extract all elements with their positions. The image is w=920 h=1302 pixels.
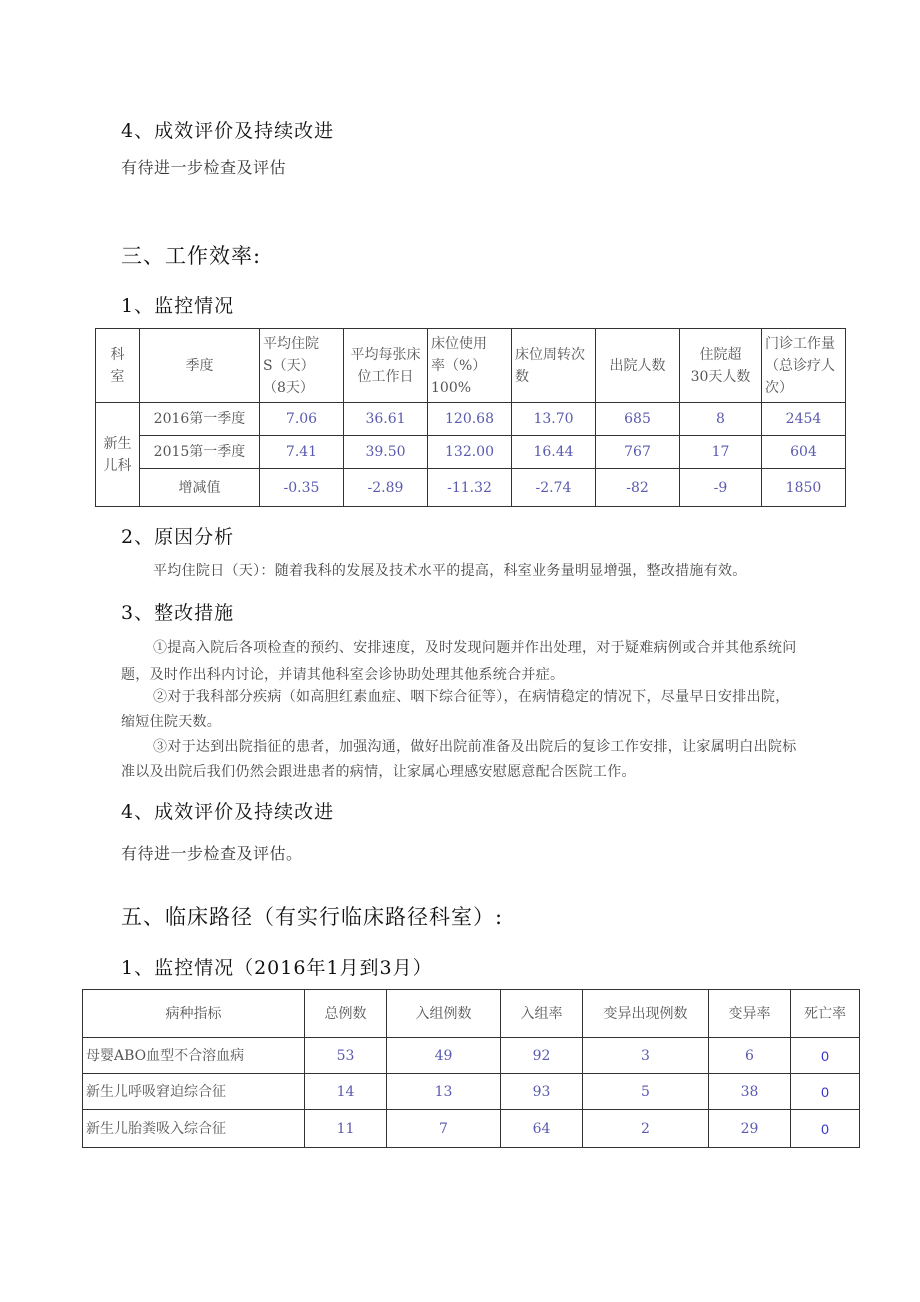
table-cell: -2.89	[344, 469, 428, 507]
table-cell: 39.50	[344, 436, 428, 469]
measure-2-line-2: 缩短住院天数。	[121, 714, 222, 730]
table-cell: 132.00	[428, 436, 512, 469]
header-cell: 平均住院 S（天） （8天）	[260, 329, 344, 403]
clinical-path-table	[82, 989, 860, 1148]
table-header-row	[96, 329, 846, 403]
header-cell: 门诊工作量 （总诊疗人 次）	[762, 329, 846, 403]
dept-cell: 新生 儿科	[96, 403, 140, 507]
header-cell: 病种指标	[83, 990, 305, 1038]
table-row	[83, 1110, 860, 1148]
table-cell: 16.44	[512, 436, 596, 469]
table-cell: 53	[305, 1038, 387, 1074]
table-cell: 8	[680, 403, 762, 436]
header-cell: 床位使用 率（%） 100%	[428, 329, 512, 403]
table-cell: 38	[709, 1074, 791, 1110]
subheading-cause-analysis: 2、原因分析	[121, 526, 235, 548]
table-cell: 增减值	[140, 469, 260, 507]
header-cell: 总例数	[305, 990, 387, 1038]
table-cell: 36.61	[344, 403, 428, 436]
header-cell: 入组率	[501, 990, 583, 1038]
measure-3-line-1: ③对于达到出院指征的患者，加强沟通，做好出院前准备及出院后的复诊工作安排，让家属明白出院标	[153, 739, 797, 755]
measure-1-line-2: 题，及时作出科内讨论，并请其他科室会诊协助处理其他系统合并症。	[121, 667, 565, 683]
table-cell: -9	[680, 469, 762, 507]
header-cell: 变异率	[709, 990, 791, 1038]
table-cell: -82	[596, 469, 680, 507]
evaluation-text-2: 有待进一步检查及评估。	[121, 844, 303, 863]
table-cell: 0	[791, 1074, 860, 1110]
header-cell: 变异出现例数	[583, 990, 709, 1038]
header-cell: 科 室	[96, 329, 140, 403]
efficiency-table	[95, 328, 846, 507]
table-cell: -2.74	[512, 469, 596, 507]
table-cell: 13.70	[512, 403, 596, 436]
table-cell: -11.32	[428, 469, 512, 507]
table-cell: 1850	[762, 469, 846, 507]
table-cell: 92	[501, 1038, 583, 1074]
table-row	[96, 469, 846, 507]
table-cell: 11	[305, 1110, 387, 1148]
table-cell: 2454	[762, 403, 846, 436]
table-cell: 685	[596, 403, 680, 436]
section-heading-evaluation-2: 4、成效评价及持续改进	[121, 801, 335, 823]
table-row	[96, 436, 846, 469]
table-cell: 7	[387, 1110, 501, 1148]
measure-1-line-1: ①提高入院后各项检查的预约、安排速度，及时发现问题并作出处理，对于疑难病例或合并其他系统问	[153, 640, 797, 656]
table-cell: 母婴ABO血型不合溶血病	[83, 1038, 305, 1074]
table-row	[96, 403, 846, 436]
table-cell: 3	[583, 1038, 709, 1074]
cause-text: 平均住院日（天）：随着我科的发展及技术水平的提高，科室业务量明显增强，整改措施有效。	[153, 563, 747, 579]
measure-2-line-1: ②对于我科部分疾病（如高胆红素血症、咽下综合征等），在病情稳定的情况下，尽量早日安排出院，	[153, 689, 790, 705]
table-cell: 2016第一季度	[140, 403, 260, 436]
section-heading-efficiency: 三、工作效率:	[121, 244, 262, 268]
header-cell: 住院超 30天人数	[680, 329, 762, 403]
table-header-row	[83, 990, 860, 1038]
table-row	[83, 1038, 860, 1074]
table-cell: 新生儿胎粪吸入综合征	[83, 1110, 305, 1148]
table-cell: 93	[501, 1074, 583, 1110]
table-cell: -0.35	[260, 469, 344, 507]
section-heading-evaluation: 4、成效评价及持续改进	[121, 120, 335, 142]
header-cell: 平均每张床 位工作日	[344, 329, 428, 403]
table-cell: 0	[791, 1038, 860, 1074]
table-cell: 64	[501, 1110, 583, 1148]
section-heading-clinical-path: 五、临床路径（有实行临床路径科室）:	[121, 905, 504, 929]
table-cell: 120.68	[428, 403, 512, 436]
table-cell: 0	[791, 1110, 860, 1148]
header-cell: 死亡率	[791, 990, 860, 1038]
table-cell: 2	[583, 1110, 709, 1148]
table-cell: 7.06	[260, 403, 344, 436]
table-cell: 767	[596, 436, 680, 469]
table-cell: 17	[680, 436, 762, 469]
subheading-monitoring-2: 1、监控情况（2016年1月到3月）	[121, 957, 433, 979]
header-cell: 床位周转次 数	[512, 329, 596, 403]
table-cell: 2015第一季度	[140, 436, 260, 469]
header-cell: 出院人数	[596, 329, 680, 403]
header-cell: 季度	[140, 329, 260, 403]
table-cell: 6	[709, 1038, 791, 1074]
table-cell: 604	[762, 436, 846, 469]
subheading-monitoring: 1、监控情况	[121, 295, 235, 317]
subheading-measures: 3、整改措施	[121, 602, 235, 624]
table-row	[83, 1074, 860, 1110]
table-cell: 5	[583, 1074, 709, 1110]
table-cell: 29	[709, 1110, 791, 1148]
table-cell: 14	[305, 1074, 387, 1110]
table-cell: 49	[387, 1038, 501, 1074]
table-cell: 7.41	[260, 436, 344, 469]
header-cell: 入组例数	[387, 990, 501, 1038]
measure-3-line-2: 准以及出院后我们仍然会跟进患者的病情，让家属心理感安慰愿意配合医院工作。	[121, 764, 636, 780]
table-cell: 新生儿呼吸窘迫综合征	[83, 1074, 305, 1110]
evaluation-text: 有待进一步检查及评估	[121, 158, 287, 177]
table-cell: 13	[387, 1074, 501, 1110]
